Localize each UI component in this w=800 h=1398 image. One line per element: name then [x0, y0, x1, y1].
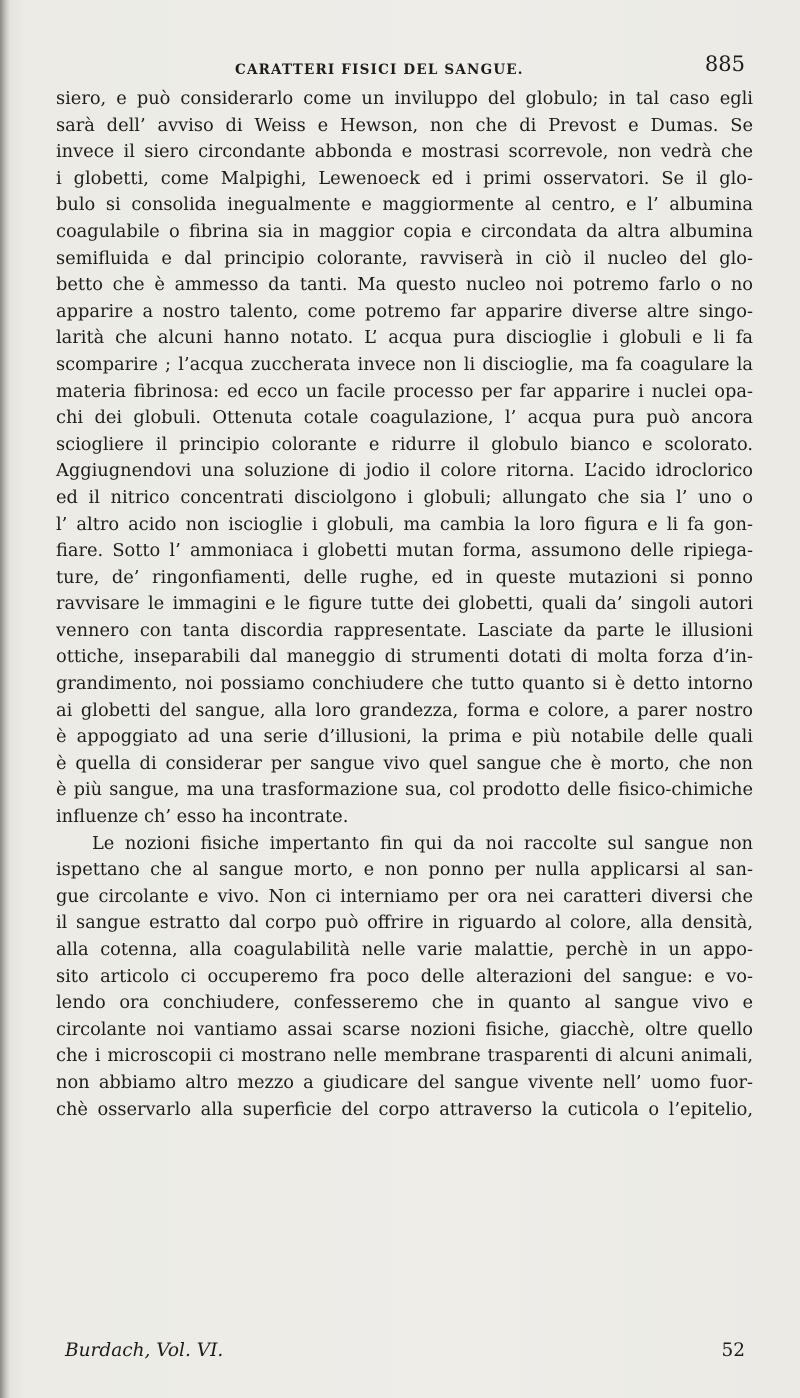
page-number: 885 — [704, 52, 745, 76]
text-line: ture, de’ ringonfiamenti, delle rughe, ed in queste mutazioni si ponno — [56, 566, 753, 588]
text-line: materia fibrinosa: ed ecco un facile processo per far apparire i nuclei opa- — [56, 380, 753, 402]
text-line: è quella di considerar per sangue vivo quel sangue che è morto, che non — [56, 752, 753, 774]
text-line: apparire a nostro talento, come potremo far apparire diverse altre singo- — [56, 300, 753, 322]
footer-signature: Burdach, Vol. VI. — [65, 1340, 224, 1361]
text-line: sito articolo ci occuperemo fra poco delle alterazioni del sangue: e vo- — [56, 965, 753, 987]
text-line: alla cotenna, alla coagulabilità nelle varie malattie, perchè in un appo- — [56, 939, 753, 960]
text-line: siero, e può considerarlo come un inviluppo del globulo; in tal caso egli — [56, 88, 753, 109]
text-line: ed il nitrico concentrati disciolgono i globuli; allungato che sia l’ uno o — [56, 486, 753, 508]
text-line: sarà dell’ avviso di Weiss e Hewson, non che di Prevost e Dumas. Se — [56, 114, 753, 136]
text-line: fiare. Sotto l’ ammoniaca i globetti mutan forma, assumono delle ripiega- — [56, 540, 753, 562]
text-line: chi dei globuli. Ottenuta cotale coagulazione, l’ acqua pura può ancora — [56, 407, 753, 429]
text-line: ai globetti del sangue, alla loro grandezza, forma e colore, a parer nostro — [56, 699, 753, 721]
text-line: influenze ch’ esso ha incontrate. — [56, 806, 349, 828]
text-line: grandimento, noi possiamo conchiudere che tutto quanto si è detto intorno — [56, 673, 753, 695]
text-line: ravvisare le immagini e le figure tutte dei globetti, quali da’ singoli autori — [56, 593, 753, 615]
text-line: sciogliere il principio colorante e ridurre il globulo bianco e scolorato. — [56, 433, 753, 455]
text-line: chè osservarlo alla superficie del corpo attraverso la cuticola o l’epitelio, — [56, 1098, 753, 1120]
page-edge-shadow — [0, 0, 10, 1398]
text-line: non abbiamo altro mezzo a giudicare del sangue vivente nell’ uomo fuor- — [56, 1071, 753, 1093]
text-line: gue circolante e vivo. Non ci interniamo per ora nei caratteri diversi che — [56, 885, 753, 907]
text-line: i globetti, come Malpighi, Lewenoeck ed i primi osservatori. Se il glo- — [56, 167, 753, 189]
text-line: coagulabile o fibrina sia in maggior copia e circondata da altra albumina — [56, 220, 753, 242]
text-line: l’ altro acido non iscioglie i globuli, ma cambia la loro figura e li fa gon- — [56, 513, 753, 535]
text-line: betto che è ammesso da tanti. Ma questo nucleo noi potremo farlo o no — [56, 274, 753, 296]
text-line: è più sangue, ma una trasformazione sua, col prodotto delle fisico-chimiche — [56, 779, 753, 801]
text-line: ottiche, inseparabili dal maneggio di strumenti dotati di molta forza d’in- — [56, 646, 753, 668]
text-line: lendo ora conchiudere, confesseremo che in quanto al sangue vivo e — [56, 992, 753, 1014]
text-line: scomparire ; l’acqua zuccherata invece non li discioglie, ma fa coagulare la — [56, 353, 753, 375]
text-line: semifluida e dal principio colorante, ravviserà in ciò il nucleo del glo- — [56, 247, 753, 269]
text-line: Aggiugnendovi una soluzione di jodio il colore ritorna. L’acido idroclorico — [56, 460, 753, 482]
text-line: Le nozioni fisiche impertanto fin qui da noi raccolte sul sangue non — [92, 832, 753, 854]
text-line: il sangue estratto dal corpo può offrire in riguardo al colore, alla densità, — [56, 912, 753, 934]
text-line: circolante noi vantiamo assai scarse nozioni fisiche, giacchè, oltre quello — [56, 1018, 753, 1040]
page-footer — [65, 1340, 745, 1370]
text-line: invece il siero circondante abbonda e mostrasi scorrevole, non vedrà che — [56, 141, 753, 163]
text-line: che i microscopii ci mostrano nelle membrane trasparenti di alcuni animali, — [56, 1045, 753, 1067]
footer-signature-mark: 52 — [721, 1340, 745, 1361]
text-line: larità che alcuni hanno notato. L’ acqua pura discioglie i globuli e li fa — [56, 327, 753, 349]
running-head-title: CARATTERI FISICI DEL SANGUE. — [235, 62, 524, 78]
text-line: ispettano che al sangue morto, e non ponno per nulla applicarsi al san- — [56, 859, 753, 881]
text-line: vennero con tanta discordia rappresentate. Lasciate da parte le illusioni — [56, 619, 753, 641]
text-line: bulo si consolida inegualmente e maggiormente al centro, e l’ albumina — [56, 194, 753, 216]
running-head — [56, 52, 753, 82]
text-line: è appoggiato ad una serie d’illusioni, la prima e più notabile delle quali — [56, 726, 753, 748]
body-text — [56, 86, 753, 1123]
